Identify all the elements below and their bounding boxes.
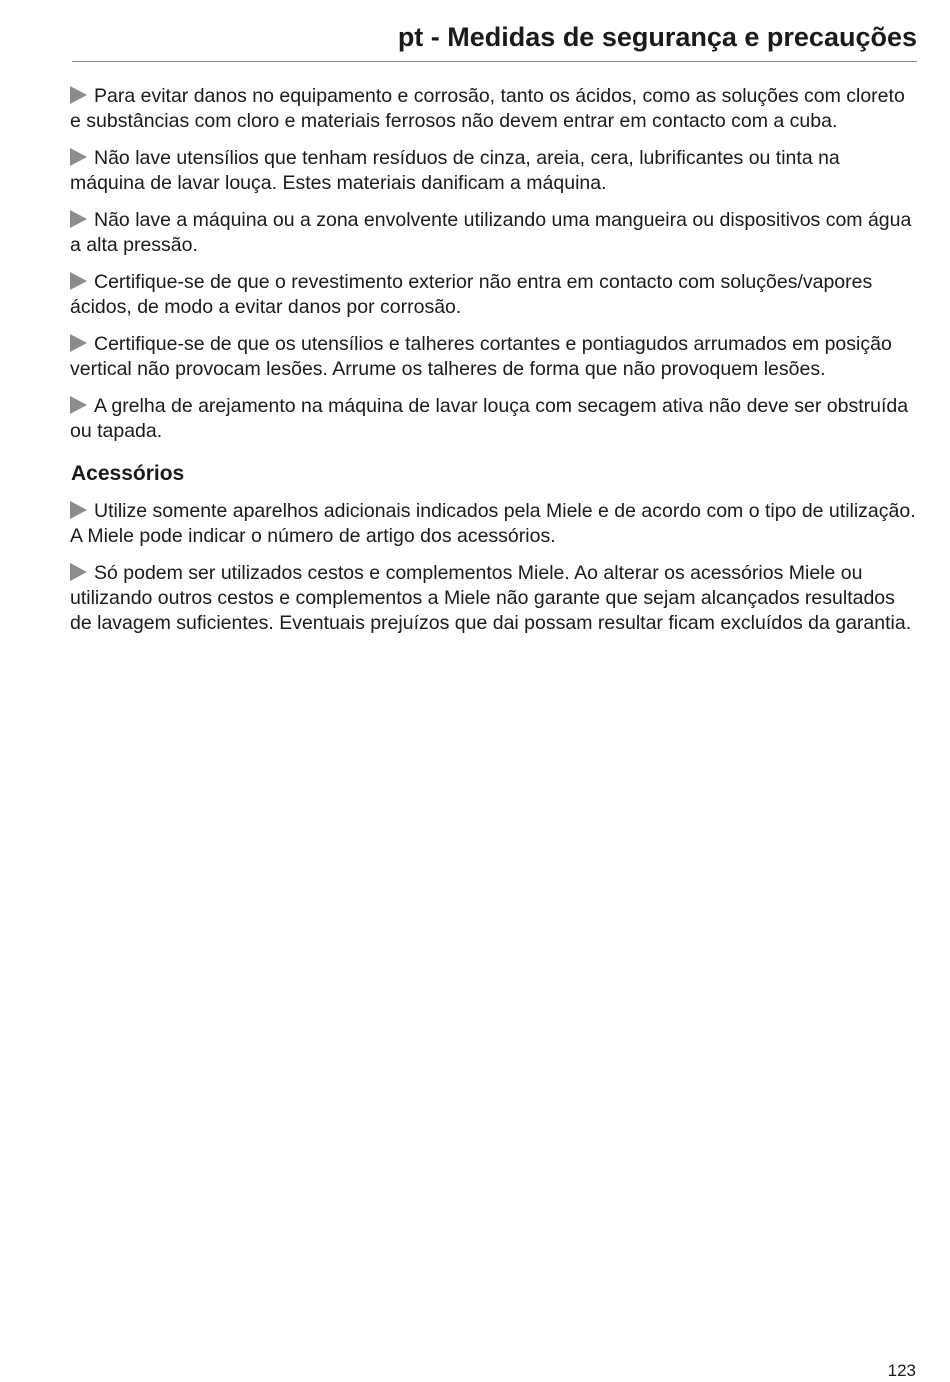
triangle-bullet-icon	[70, 563, 87, 581]
page-number: 123	[887, 1361, 916, 1380]
safety-item	[70, 84, 917, 134]
safety-item-text: Não lave utensílios que tenham resíduos de cinza, areia, cera, lubrificantes ou tinta na máquina de lavar louça. Estes materiais danificam a máquina.	[70, 147, 840, 194]
main-content	[70, 84, 917, 648]
triangle-bullet-icon	[70, 148, 87, 166]
accessory-item	[70, 499, 917, 549]
section-heading-accessories: Acessórios	[71, 462, 185, 485]
safety-item	[70, 332, 917, 382]
safety-item-text: Não lave a máquina ou a zona envolvente utilizando uma mangueira ou dispositivos com água a alta pressão.	[70, 209, 912, 256]
safety-item-text: Certifique-se de que o revestimento exterior não entra em contacto com soluções/vapores ácidos, de modo a evitar danos por corrosão.	[70, 271, 873, 318]
triangle-bullet-icon	[70, 86, 87, 104]
triangle-bullet-icon	[70, 396, 87, 414]
accessory-item	[70, 561, 917, 636]
safety-item-text: Para evitar danos no equipamento e corrosão, tanto os ácidos, como as soluções com cloreto e substâncias com cloro e materiais ferrosos não devem entrar em contacto com a cuba.	[70, 85, 905, 132]
accessory-item-text: Só podem ser utilizados cestos e complementos Miele. Ao alterar os acessórios Miele ou utilizando outros cestos e complementos a Miele não garante que sejam alcançados resultados de lavagem suficientes. Eventuais prejuízos que dai possam resultar ficam excluídos da garantia.	[70, 562, 912, 634]
triangle-bullet-icon	[70, 501, 87, 519]
triangle-bullet-icon	[70, 210, 87, 228]
triangle-bullet-icon	[70, 334, 87, 352]
safety-item	[70, 208, 917, 258]
page-title: pt - Medidas de segurança e precauções	[397, 22, 917, 52]
safety-item-text: Certifique-se de que os utensílios e talheres cortantes e pontiagudos arrumados em posição vertical não provocam lesões. Arrume os talheres de forma que não provoquem lesões.	[70, 333, 892, 380]
triangle-bullet-icon	[70, 272, 87, 290]
safety-item	[70, 270, 917, 320]
safety-item	[70, 146, 917, 196]
accessory-item-text: Utilize somente aparelhos adicionais indicados pela Miele e de acordo com o tipo de utilização. A Miele pode indicar o número de artigo dos acessórios.	[70, 500, 916, 547]
safety-item	[70, 394, 917, 444]
page-header	[72, 18, 917, 62]
safety-item-text: A grelha de arejamento na máquina de lavar louça com secagem ativa não deve ser obstruída ou tapada.	[70, 395, 909, 442]
